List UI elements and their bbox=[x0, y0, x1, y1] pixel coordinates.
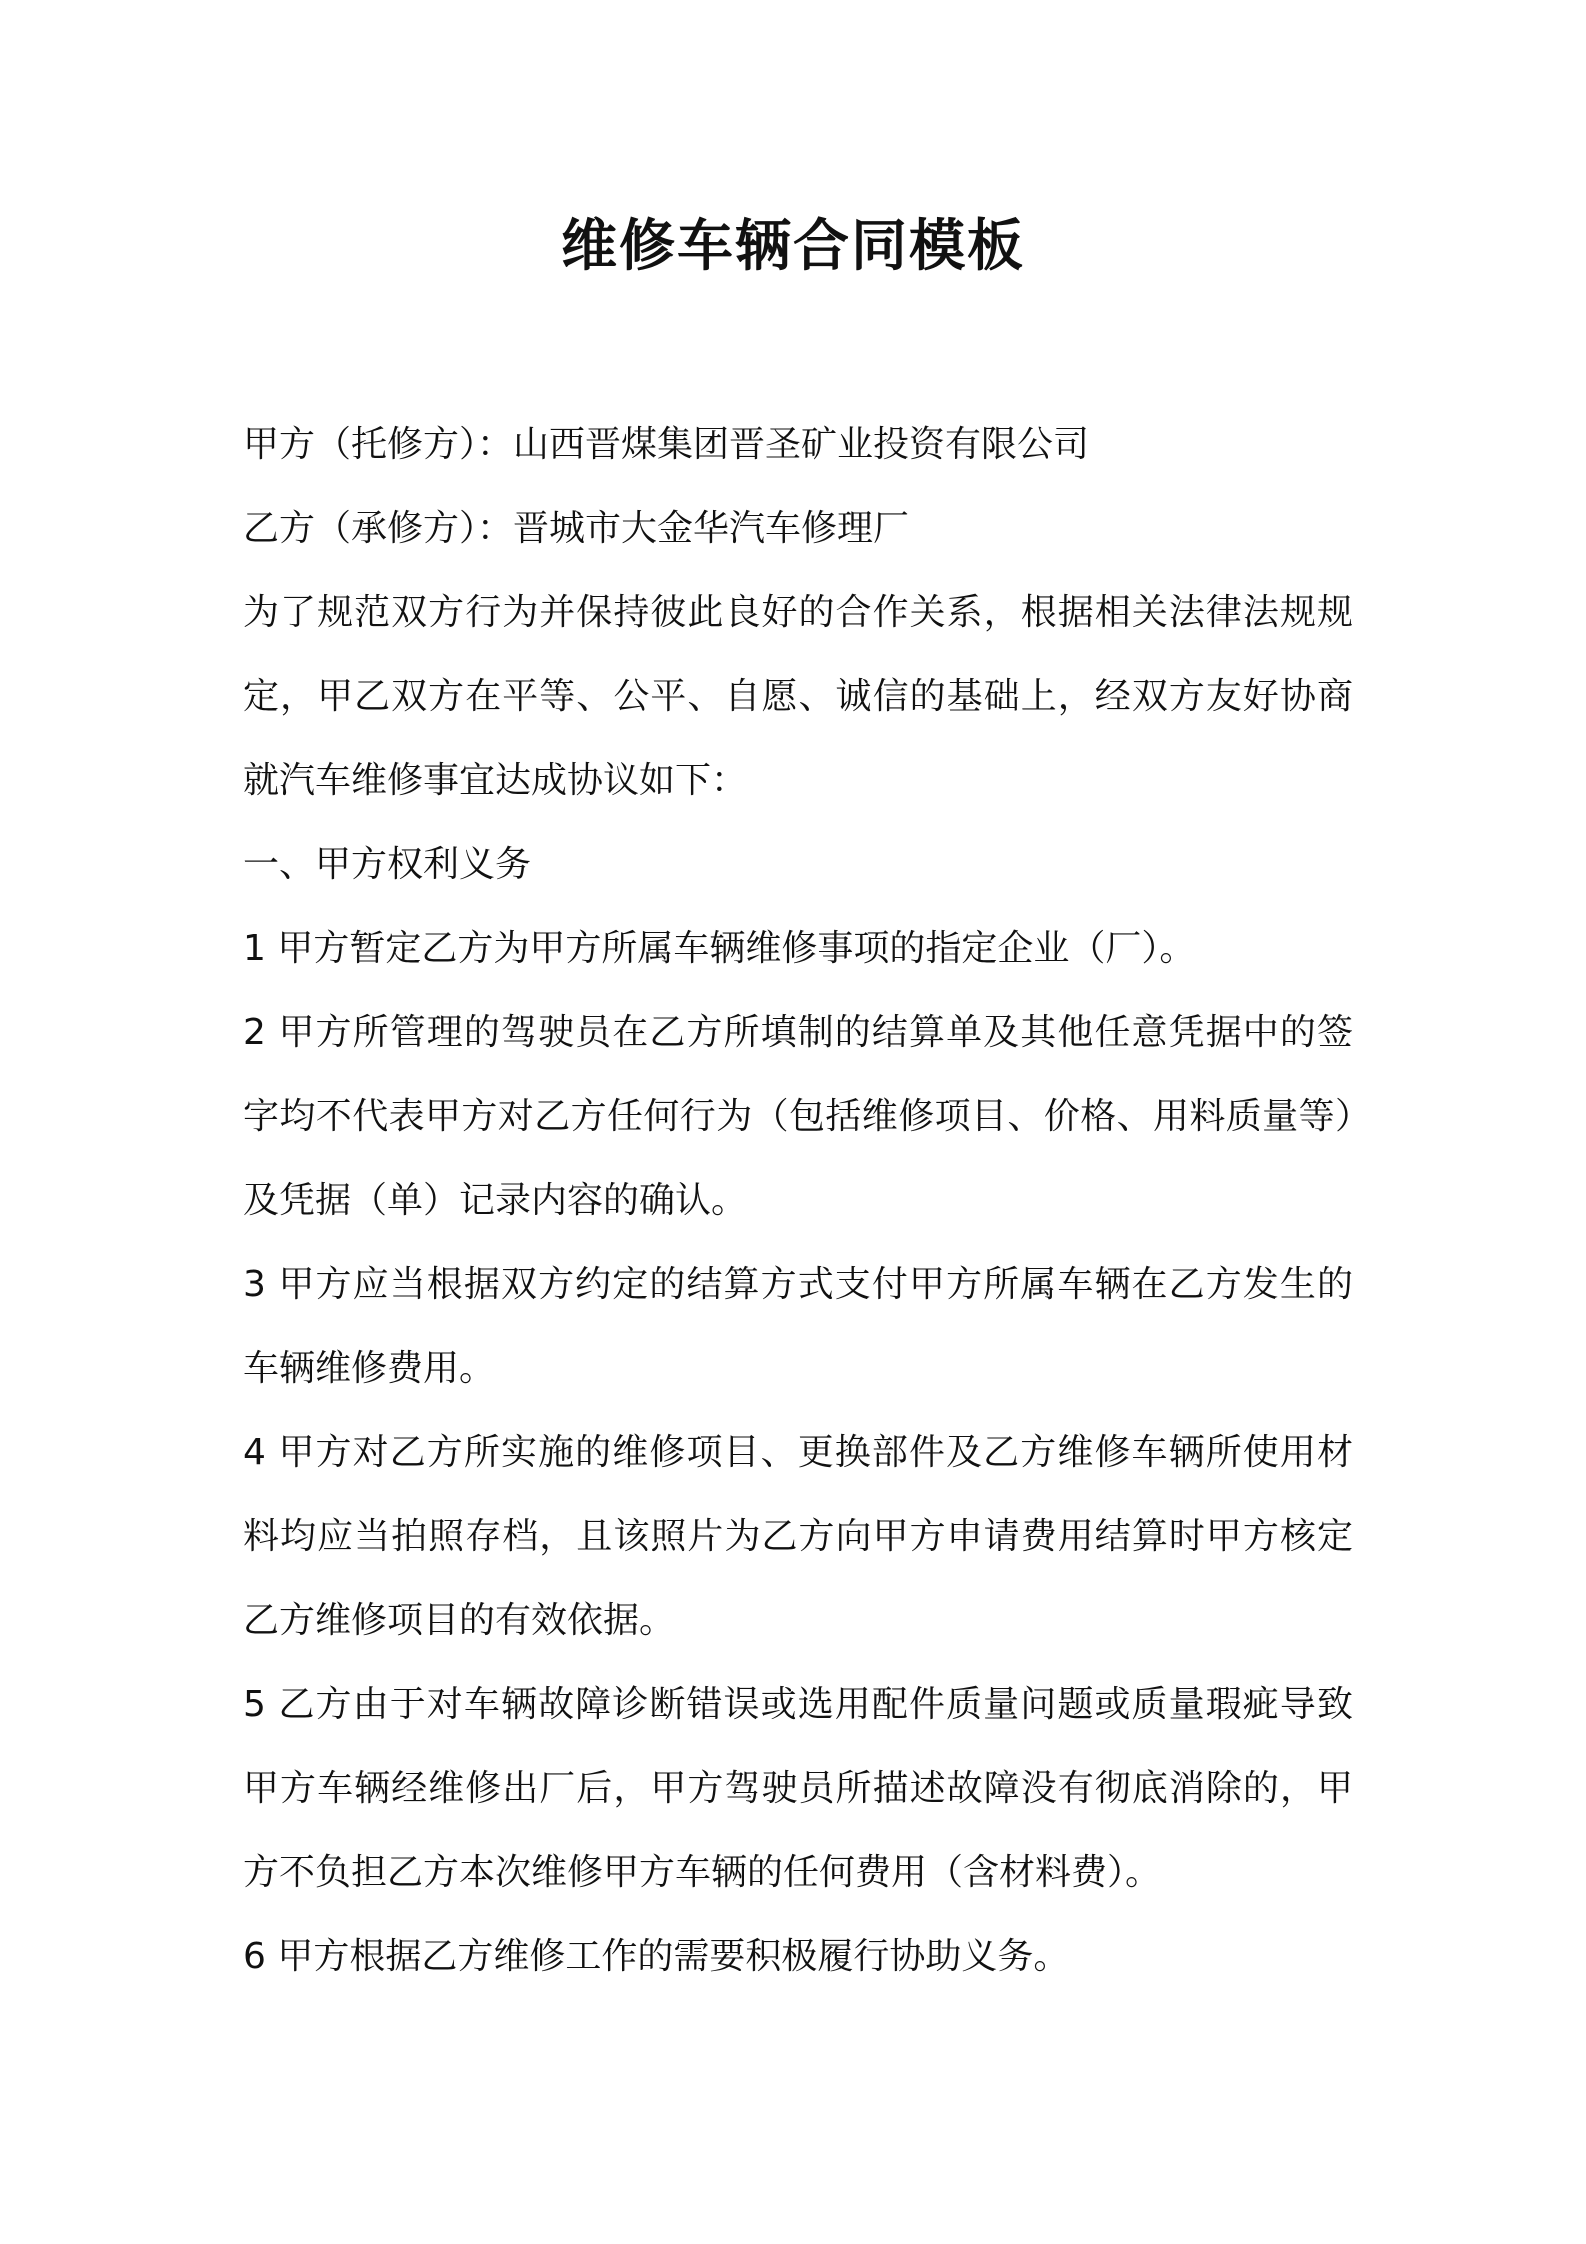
party-a-line: 甲方（托修方）：山西晋煤集团晋圣矿业投资有限公司 bbox=[243, 424, 1090, 465]
clause-5: 5 乙方由于对车辆故障诊断错误或选用配件质量问题或质量瑕疵导致甲方车辆经维修出厂后，甲方驾驶员所描述故障没有彻底消除的，甲方不负担乙方本次维修甲方车辆的任何费用（含材料费）。 bbox=[243, 1684, 1353, 1893]
clause-4: 4 甲方对乙方所实施的维修项目、更换部件及乙方维修车辆所使用材料均应当拍照存档，且该照片为乙方向甲方申请费用结算时甲方核定乙方维修项目的有效依据。 bbox=[243, 1432, 1353, 1641]
section-heading: 一、甲方权利义务 bbox=[243, 844, 532, 885]
clause-6: 6 甲方根据乙方维修工作的需要积极履行协助义务。 bbox=[243, 1936, 1070, 1977]
clause-1: 1 甲方暂定乙方为甲方所属车辆维修事项的指定企业（厂）。 bbox=[243, 928, 1196, 969]
document-body bbox=[243, 403, 1353, 1999]
document-title: 维修车辆合同模板 bbox=[561, 214, 1025, 279]
party-b-line: 乙方（承修方）：晋城市大金华汽车修理厂 bbox=[243, 508, 910, 549]
preamble-paragraph: 为了规范双方行为并保持彼此良好的合作关系，根据相关法律法规规定，甲乙双方在平等、公平、自愿、诚信的基础上，经双方友好协商就汽车维修事宜达成协议如下： bbox=[243, 592, 1353, 801]
clause-2: 2 甲方所管理的驾驶员在乙方所填制的结算单及其他任意凭据中的签字均不代表甲方对乙方任何行为（包括维修项目、价格、用料质量等）及凭据（单）记录内容的确认。 bbox=[243, 1012, 1353, 1221]
clause-3: 3 甲方应当根据双方约定的结算方式支付甲方所属车辆在乙方发生的车辆维修费用。 bbox=[243, 1264, 1353, 1389]
